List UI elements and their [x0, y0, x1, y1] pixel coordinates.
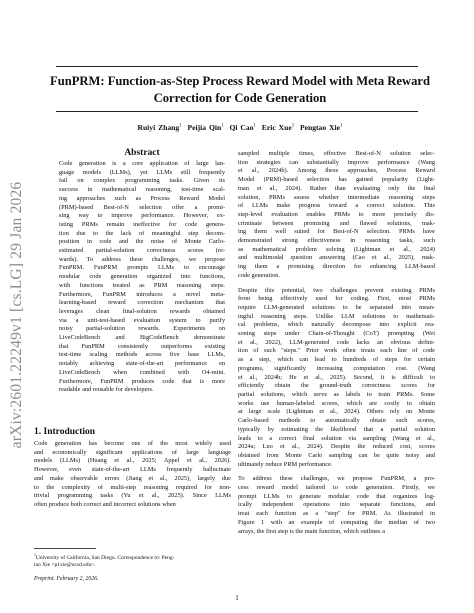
text-line: Furthermore, FunPRM introduces a novel meta- — [59, 290, 225, 298]
text-line: efficiently obtain the ground-truth correctness scores for — [238, 382, 435, 390]
text-line: as a step, which can lead to hundreds of steps for certain — [238, 356, 435, 364]
text-line: noisy partial-solution rewards. Experiments on — [59, 325, 225, 333]
text-line: demonstrated strong effectiveness in reasoning tasks, such — [238, 237, 435, 245]
title-line-2: Correction for Code Generation — [153, 91, 327, 105]
text-line: tion strategies can substantially improve performance (Wang — [238, 158, 435, 166]
text-line: via a unit-test-based evaluation system to purify — [59, 316, 225, 324]
text-line: Code generation is a core application of large lan- — [59, 160, 225, 167]
text-line: soning steps under Chain-of-Thought (CoT) prompting (Wei — [238, 330, 435, 338]
arxiv-id: arXiv:2601.22249v1 [cs.LG] 29 Jan 2026 — [8, 181, 25, 449]
text-line: modular code generation organized into functions, — [59, 273, 225, 281]
text-line: learning-based reward correction mechanism that — [59, 299, 225, 307]
author: Eric Xue$^1$ — [261, 123, 295, 132]
text-line: FunPRM. FunPRM prompts LLMs to encourage — [59, 264, 225, 272]
text-line: ultimately reduce PRM performance. — [238, 460, 333, 468]
abstract-body — [59, 160, 225, 395]
text-line: ing them well suited for Best-of-N selection. PRMs have — [238, 228, 435, 236]
paragraph — [238, 150, 435, 281]
title-rule-top — [56, 66, 418, 67]
author-list — [40, 123, 440, 132]
text-line: To address these challenges, we propose FunPRM, a pro- — [238, 475, 435, 483]
text-line: ingful reasoning steps. Unlike LLM solutions to mathemati- — [238, 312, 435, 320]
text-line: success in mathematical reasoning, test-time scal- — [59, 186, 225, 194]
text-line: typically by estimating the likelihood that a partial solution — [238, 425, 435, 433]
text-line: programs, significantly increasing computation cost. (Wang — [238, 364, 435, 372]
text-line: wards). To address these challenges, we propose — [59, 255, 225, 263]
text-line: and make observable errors (Jiang et al., 2025), largely due — [34, 474, 231, 482]
introduction-body — [34, 440, 231, 510]
text-line: prompt LLMs to generate modular code that organizes log- — [238, 492, 435, 500]
footnote-line: tao Xie <p1xie@ucsd.edu>. — [34, 562, 96, 569]
paragraph — [238, 287, 435, 470]
text-line: However, even state-of-the-art LLMs frequently hallucinate — [34, 466, 231, 474]
text-line: from being effectively used for coding. First, most PRMs — [238, 295, 435, 303]
text-line: guage models (LLMs), yet LLMs still frequently — [59, 168, 225, 176]
paper-title — [40, 73, 440, 107]
author: Qi Cao$^1$ — [229, 123, 256, 132]
text-line: cal problems, which naturally decompose into explicit rea- — [238, 321, 435, 329]
footnote-line: $^1$University of California, San Diego. Correspondence to: Peng- — [34, 553, 175, 561]
text-line: tion of such "steps." Prior work often treats each line of code — [238, 347, 435, 355]
text-line: criminate between promising and flawed solutions, mak- — [238, 219, 435, 227]
right-column — [238, 150, 435, 542]
text-line: Furthermore, FunPRM produces code that is more — [59, 377, 225, 385]
text-line: 2024a; Luo et al., 2024). Despite the reduced cost, scores — [238, 443, 435, 451]
text-line: arrays, the first step is the main function, which outlines a — [238, 527, 385, 535]
preprint-note: Preprint. February 2, 2026. — [34, 576, 99, 582]
text-line: works use human-labeled scores, which are costly to obtain — [238, 399, 435, 407]
text-line: and multimodal question answering (Cao et al., 2025), mak- — [238, 254, 435, 262]
text-line: of LLMs make progress toward a correct solution. This — [238, 202, 435, 210]
author: Peijia Qin$^1$ — [187, 123, 224, 132]
text-line: as mathematical problem solving (Lightman et al., 2024) — [238, 245, 435, 253]
text-line: position in code and the noise of Monte Carlo- — [59, 238, 225, 246]
text-line: models (LLMs) (Huang et al., 2025; Appel et al., 2026). — [34, 457, 231, 465]
text-line: ing approaches such as Process Reward Model — [59, 194, 225, 202]
text-line: to the complexity of multi-step reasoning required for non- — [34, 483, 231, 491]
text-line: obtained from Monte Carlo sampling can be quite noisy and — [238, 451, 435, 459]
text-line: at large scale (Lightman et al., 2024). Others rely on Monte — [238, 408, 435, 416]
text-line: (PRM)-based Best-of-N selection offer a promi- — [59, 203, 225, 211]
text-line: solution, PRMs assess whether intermediate reasoning steps — [238, 193, 435, 201]
footnote — [34, 552, 233, 569]
text-line: partial solutions, which serve as labels to train PRMs. Some — [238, 390, 435, 398]
text-line: require LLM-generated solutions to be separated into mean- — [238, 303, 435, 311]
text-line: Despite this potential, two challenges prevent existing PRMs — [238, 286, 435, 294]
text-line: et al., 2024b). Among these approaches, Process Reward — [238, 167, 435, 175]
text-line: ically independent operations into separate functions, and — [238, 501, 435, 509]
text-line: et al., 2022), LLM-generated code lacks an obvious defini- — [238, 338, 435, 346]
text-line: readable and reusable for developers. — [59, 386, 154, 394]
text-line: fail on complex programming tasks. Given its — [59, 177, 225, 185]
text-line: et al., 2024b; He et al., 2025). Second, it is difficult to — [238, 373, 435, 381]
text-line: leads to a correct final solution via sampling (Wang et al., — [238, 434, 435, 442]
text-line: Model (PRM)-based selection has gained popularity (Light- — [238, 176, 435, 184]
abstract-heading: Abstract — [124, 148, 160, 158]
author: Pengtao Xie$^1$ — [300, 123, 343, 132]
text-line: Carlo-based methods to automatically obtain such scores, — [238, 417, 435, 425]
text-line: cess reward model tailored to code generation. Firstly, we — [238, 484, 435, 492]
text-line: isting PRMs remain ineffective for code genera- — [59, 220, 225, 228]
text-line: test-time scaling methods across five base LLMs, — [59, 351, 225, 359]
text-line: notably achieving state-of-the-art performance on — [59, 360, 225, 368]
section-heading-introduction: 1. Introduction — [34, 427, 96, 437]
text-line: treat each function as a "step" for PRM. As illustrated in — [238, 510, 435, 518]
text-line: code generation. — [238, 271, 280, 279]
text-line: LiveCodeBench and BigCodeBench demonstrate — [59, 334, 225, 342]
text-line: ing them a promising direction for enhancing LLM-based — [238, 263, 435, 271]
text-line: estimated partial-solution correctness scores (re- — [59, 247, 225, 255]
author: Ruiyi Zhang$^1$ — [137, 123, 182, 132]
title-line-1: FunPRM: Function-as-Step Process Reward Model with Meta Reward — [50, 74, 430, 88]
text-line: often produce both correct and incorrect solutions when — [34, 500, 176, 508]
text-line: sing way to improve performance. However, ex- — [59, 212, 225, 220]
paragraph — [238, 475, 435, 536]
text-line: with functions treated as PRM reasoning steps. — [59, 281, 225, 289]
text-line: and economically significant applications of large language — [34, 448, 231, 456]
text-line: leverages clean final-solution rewards obtained — [59, 307, 225, 315]
text-line: Figure 1 with an example of computing the median of two — [238, 518, 435, 526]
text-line: Code generation has become one of the most widely used — [34, 440, 231, 447]
text-line: that FunPRM consistently outperforms existing — [59, 342, 225, 350]
text-line: sampled multiple times, effective Best-of-N solution selec- — [238, 150, 435, 157]
text-line: trivial programming tasks (Yu et al., 2025). Since LLMs — [34, 492, 231, 500]
page-number: 1 — [235, 594, 239, 602]
title-rule-bottom — [56, 111, 418, 112]
text-line: tion due to the lack of meaningful step decom- — [59, 229, 225, 237]
footnote-rule — [34, 548, 96, 549]
text-line: LiveCodeBench when combined with O4-mini. — [59, 368, 225, 376]
arxiv-stamp — [2, 150, 32, 480]
text-line: step-level evaluation enables PRMs to more precisely dis- — [238, 210, 435, 218]
text-line: man et al., 2024). Rather than evaluating only the final — [238, 184, 435, 192]
